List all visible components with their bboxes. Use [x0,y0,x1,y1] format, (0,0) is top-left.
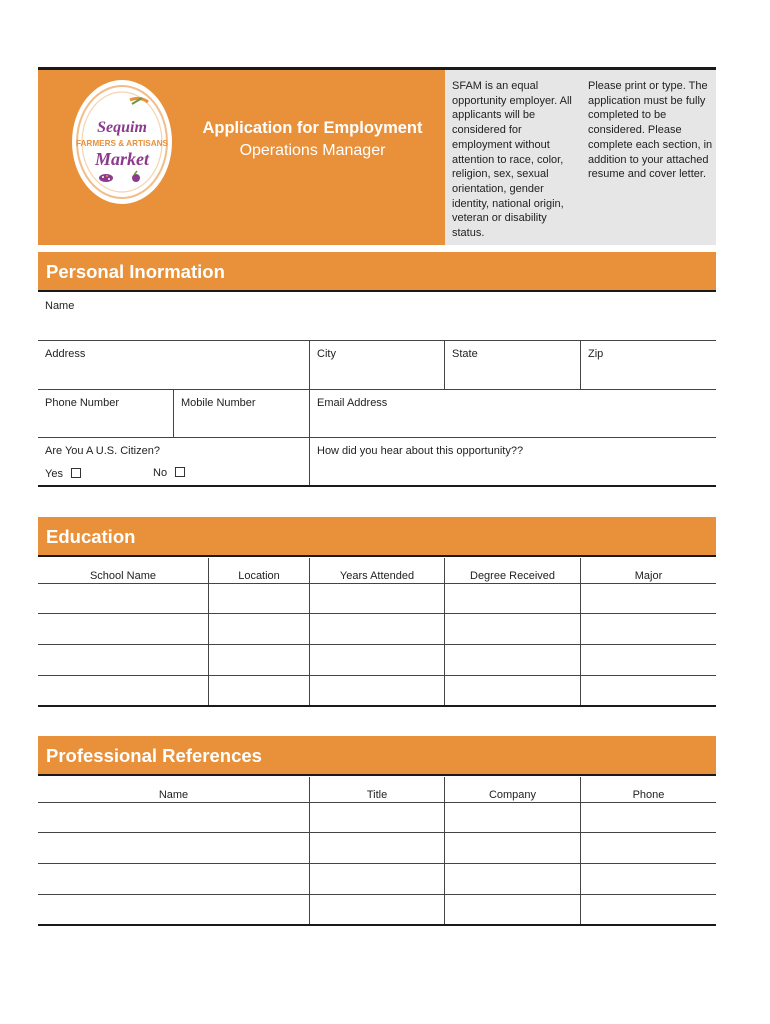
hear-about-field[interactable] [310,438,716,485]
edu-entry-row[interactable] [38,584,716,613]
education-header-rule [38,555,716,557]
yes-checkbox[interactable] [71,468,81,478]
education-section-title: Education [46,526,136,547]
citizen-label: Are You A U.S. Citizen? [45,445,160,457]
cell-divider [173,390,174,437]
edu-entry-row[interactable] [38,645,716,675]
ref-col-title: Title [366,789,388,801]
ref-col-phone: Phone [632,789,665,801]
cell-divider [444,341,445,389]
edu-col-degree: Degree Received [470,570,555,582]
city-label: City [317,348,336,360]
yes-label: Yes [45,468,63,480]
citizen-yes-option[interactable] [45,468,81,480]
logo-line2: FARMERS & ARTISANS [75,139,169,148]
zip-field[interactable] [581,341,716,389]
edu-col-location: Location [238,570,280,582]
phone-field[interactable] [38,390,173,437]
phone-label: Phone Number [45,397,119,409]
mobile-field[interactable] [174,390,309,437]
ref-bottom-rule [38,924,716,926]
state-label: State [452,348,478,360]
personal-header-rule [38,290,716,292]
application-title: Application for Employment [202,119,423,137]
edu-entry-row[interactable] [38,676,716,705]
ref-entry-row[interactable] [38,803,716,832]
personal-section-title: Personal Inormation [46,261,225,282]
palette-icon [99,174,113,182]
education-section-header [38,517,716,555]
logo-line1: Sequim [97,119,147,136]
citizen-no-option[interactable] [153,467,185,479]
mobile-label: Mobile Number [181,397,256,409]
instructions-notice: Please print or type. The application must be fully completed to be considered. Please complete each section, in addition to your attached resume and cover letter. [588,80,713,181]
hear-about-label: How did you hear about this opportunity?? [317,445,524,457]
name-label: Name [45,300,75,312]
zip-label: Zip [588,348,604,360]
state-field[interactable] [445,341,580,389]
city-field[interactable] [310,341,444,389]
references-header-rule [38,774,716,776]
references-section-title: Professional References [46,745,262,766]
logo-line3: Market [95,149,149,169]
edu-col-major: Major [634,570,663,582]
personal-section-header [38,252,716,290]
cell-divider [580,341,581,389]
ref-col-company: Company [488,789,537,801]
no-checkbox[interactable] [175,467,185,477]
ref-entry-row[interactable] [38,864,716,894]
edu-col-years: Years Attended [339,570,415,582]
edu-bottom-rule [38,705,716,707]
position-subtitle: Operations Manager [239,142,386,159]
references-section-header [38,736,716,774]
personal-bottom-rule [38,485,716,487]
ref-entry-row[interactable] [38,833,716,863]
name-field[interactable] [38,294,716,339]
cell-divider [309,341,310,389]
ref-entry-row[interactable] [38,895,716,924]
email-field[interactable] [310,390,716,437]
cell-divider [309,390,310,437]
equal-opportunity-notice: SFAM is an equal opportunity employer. All applicants will be considered for employment without attention to race, color, religion, sex, sexual orientation, gender identity, national origin, veteran or disability status. [452,80,572,240]
address-field[interactable] [38,341,309,389]
sfam-logo [70,78,174,206]
edu-entry-row[interactable] [38,614,716,644]
no-label: No [153,467,168,479]
cell-divider [309,438,310,486]
edu-col-school: School Name [89,570,157,582]
email-label: Email Address [317,397,388,409]
address-label: Address [45,348,86,360]
ref-col-name: Name [158,789,189,801]
